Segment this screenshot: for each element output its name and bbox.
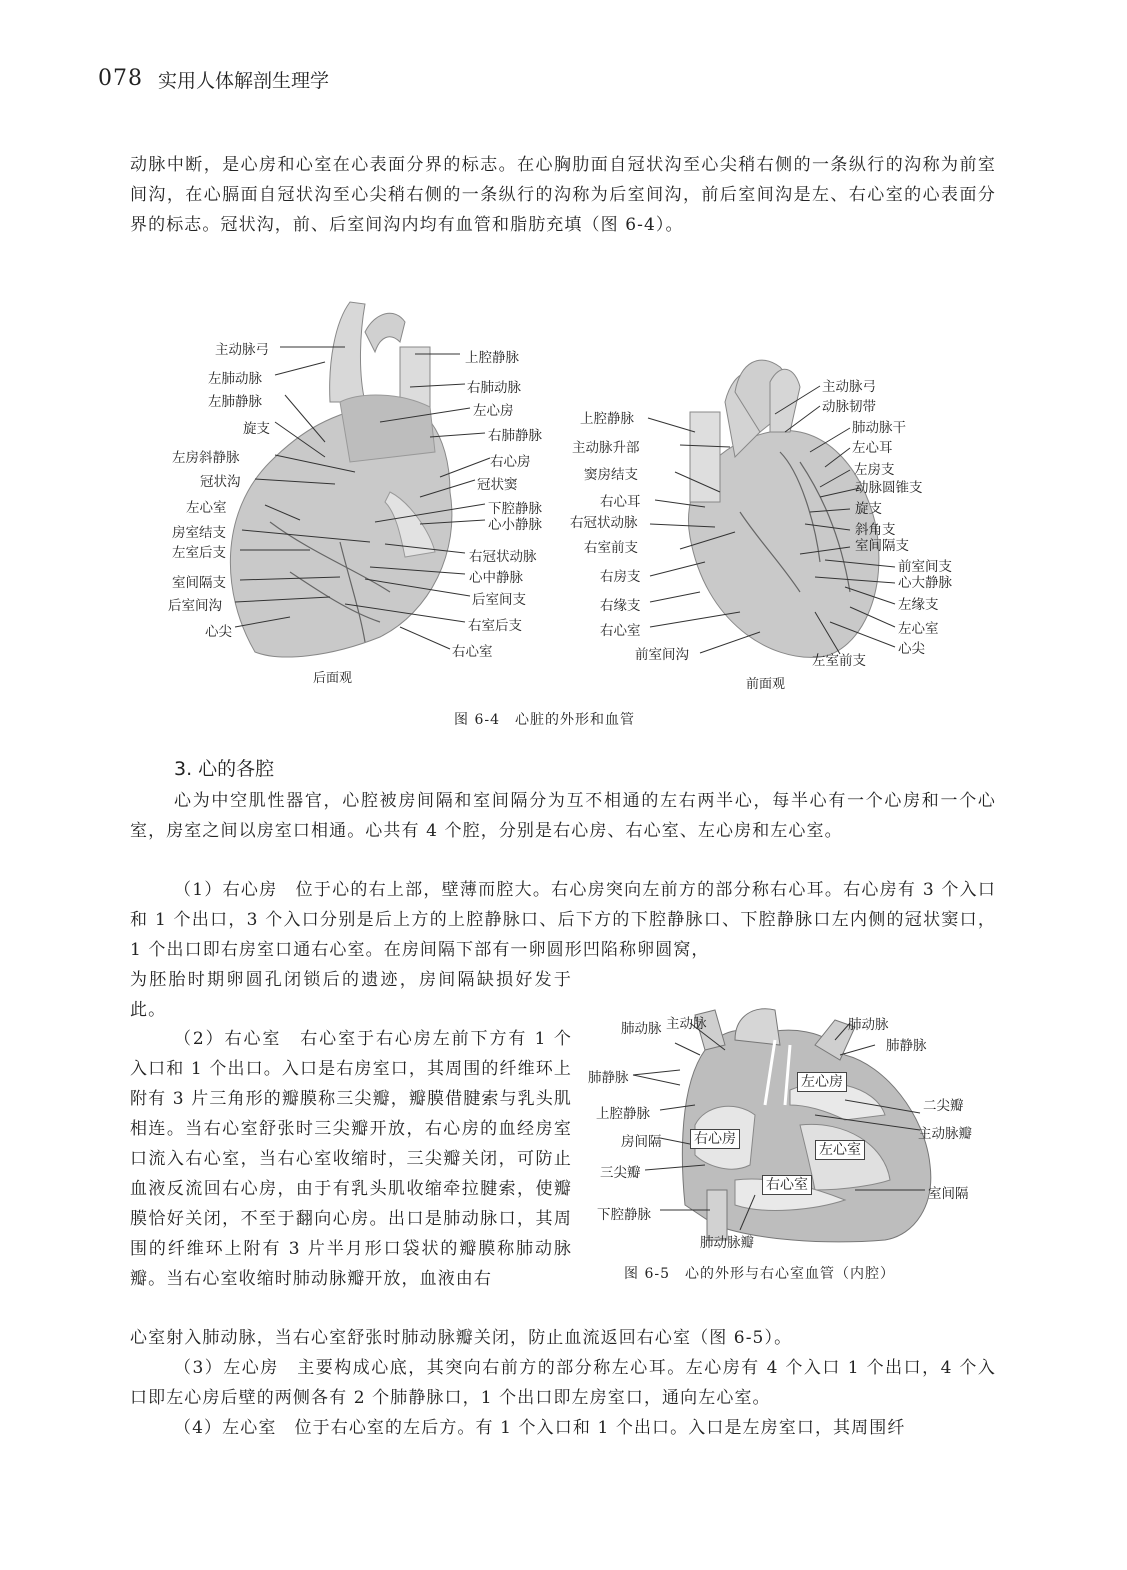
- label-a-anterior-interventricular-sulcus: 前室间沟: [635, 647, 689, 663]
- inner-label-left-atrium: 左心房: [797, 1072, 847, 1092]
- paragraph-intro: 动脉中断，是心房和心室在心表面分界的标志。在心胸肋面自冠状沟至心尖稍右侧的一条纵行的沟称为前室间沟，在心膈面自冠状沟至心尖稍右侧的一条纵行的沟称为后室间沟，前后室间沟是左、右心室的心表面分界的标志。冠状沟，前、后室间沟内均有血管和脂肪充填（图 6-4）。: [130, 155, 996, 235]
- inner-label-right-atrium: 右心房: [690, 1129, 740, 1149]
- label-right-posterior-branch: 右室后支: [468, 618, 522, 634]
- label-coronary-sulcus: 冠状沟: [200, 474, 241, 490]
- label-posterior-interventricular-sulcus: 后室间沟: [168, 598, 222, 614]
- label-pulmonary-valve: 肺动脉瓣: [700, 1235, 754, 1251]
- label-small-cardiac-vein: 心小静脉: [488, 517, 542, 533]
- label-a-right-atrial-branch: 右房支: [600, 569, 641, 585]
- label-a-right-auricle: 右心耳: [600, 494, 641, 510]
- figure-6-5-caption: 图 6-5 心的外形与右心室血管（内腔）: [624, 1266, 895, 1282]
- paragraph-left-ventricle: （4）左心室 位于右心室的左后方。有 1 个入口和 1 个出口。入口是左房室口，其周围纤: [174, 1418, 906, 1438]
- label-inferior-vena-cava: 下腔静脉: [488, 501, 542, 517]
- label-a-great-cardiac-vein: 心大静脉: [898, 575, 952, 591]
- label-pulmonary-vein-right: 肺静脉: [886, 1038, 927, 1054]
- label-mitral-valve: 二尖瓣: [923, 1098, 964, 1114]
- label-superior-vena-cava: 上腔静脉: [465, 350, 519, 366]
- label-a-diagonal-branch: 斜角支: [855, 522, 896, 538]
- inner-label-right-ventricle: 右心室: [762, 1175, 812, 1195]
- label-posterior-interventricular-branch: 后室间支: [472, 592, 526, 608]
- label-a-left-marginal-branch: 左缘支: [898, 597, 939, 613]
- label-a-left-auricle: 左心耳: [852, 440, 893, 456]
- label-left-posterior-branch: 左室后支: [172, 545, 226, 561]
- label-aortic-arch: 主动脉弓: [215, 342, 269, 358]
- label-a-conus-branch: 动脉圆锥支: [855, 480, 923, 496]
- paragraph-right-ventricle: （2）右心室 右心室于右心房左前下方有 1 个入口和 1 个出口。入口是右房室口，其周围的纤维环上附有 3 片三角形的瓣膜称三尖瓣，瓣膜借腱索与乳头肌相连。当右心室舒张时三尖瓣开放，右心房的血经房室口流入右心室，当右心室收缩时，三尖瓣关闭，可防止血液反流回右心房，由于有乳头肌收缩牵拉腱索，使瓣膜恰好关闭，不至于翻向心房。出口是肺动脉口，其周围的纤维环上附有 3 片半月形口袋状的瓣膜称肺动脉瓣。当右心室收缩时肺动脉瓣开放，血液由右: [130, 1029, 572, 1289]
- label-middle-cardiac-vein: 心中静脉: [469, 570, 523, 586]
- paragraph-chambers: 心为中空肌性器官，心腔被房间隔和室间隔分为互不相通的左右两半心，每半心有一个心房和一个心室，房室之间以房室口相通。心共有 4 个腔，分别是右心房、右心室、左心房和左心室。: [130, 791, 996, 841]
- inner-label-left-ventricle: 左心室: [815, 1140, 865, 1160]
- label-pulmonary-artery-left: 肺动脉: [621, 1021, 662, 1037]
- label-apex: 心尖: [205, 624, 232, 640]
- label-right-pulmonary-artery: 右肺动脉: [467, 380, 521, 396]
- paragraph-right-ventricle-cont: 心室射入肺动脉，当右心室舒张时肺动脉瓣关闭，防止血流返回右心室（图 6-5）。: [130, 1328, 793, 1348]
- label-a-left-atrial-branch: 左房支: [854, 462, 895, 478]
- subtitle-anterior-view: 前面观: [746, 677, 786, 692]
- label-right-atrium: 右心房: [490, 454, 531, 470]
- label-inferior-vena-cava-f5: 下腔静脉: [597, 1207, 651, 1223]
- section-heading: 3. 心的各腔: [174, 758, 275, 780]
- label-septal-branch: 室间隔支: [172, 575, 226, 591]
- label-a-septal-branch: 室间隔支: [855, 538, 909, 554]
- label-a-right-marginal-branch: 右缘支: [600, 598, 641, 614]
- label-a-left-anterior-branch: 左室前支: [812, 653, 866, 669]
- label-left-ventricle: 左心室: [186, 500, 227, 516]
- label-a-ligamentum-arteriosum: 动脉韧带: [822, 399, 876, 415]
- label-a-apex: 心尖: [898, 641, 925, 657]
- label-a-ascending-aorta: 主动脉升部: [572, 440, 640, 456]
- label-a-right-ventricle: 右心室: [600, 623, 641, 639]
- label-oblique-vein: 左房斜静脉: [172, 450, 240, 466]
- label-atrial-septum: 房间隔: [621, 1134, 662, 1150]
- book-title: 实用人体解剖生理学: [158, 70, 330, 92]
- figure-6-4-drawing: [160, 292, 960, 692]
- label-coronary-sinus: 冠状窦: [477, 477, 518, 493]
- label-a-pulmonary-trunk: 肺动脉干: [852, 420, 906, 436]
- label-tricuspid-valve: 三尖瓣: [600, 1165, 641, 1181]
- label-a-anterior-interventricular-branch: 前室间支: [898, 559, 952, 575]
- label-a-superior-vena-cava: 上腔静脉: [580, 411, 634, 427]
- label-right-pulmonary-vein: 右肺静脉: [488, 428, 542, 444]
- label-a-aortic-arch: 主动脉弓: [822, 379, 876, 395]
- label-pulmonary-artery-right: 肺动脉: [848, 1017, 889, 1033]
- label-right-ventricle: 右心室: [452, 644, 493, 660]
- label-a-right-anterior-branch: 右室前支: [584, 540, 638, 556]
- label-pulmonary-vein-left: 肺静脉: [588, 1070, 629, 1086]
- label-aorta: 主动脉: [666, 1016, 707, 1032]
- label-ventricular-septum: 室间隔: [928, 1186, 969, 1202]
- page-number: 078: [98, 66, 143, 91]
- label-circumflex: 旋支: [243, 421, 270, 437]
- label-aortic-valve: 主动脉瓣: [918, 1126, 972, 1142]
- label-a-left-ventricle: 左心室: [898, 621, 939, 637]
- label-left-pulmonary-vein: 左肺静脉: [208, 394, 262, 410]
- paragraph-left-atrium: （3）左心房 主要构成心底，其突向右前方的部分称左心耳。左心房有 4 个入口 1 个出口，4 个入口即左心房后壁的两侧各有 2 个肺静脉口，1 个出口即左房室口，通向左心室。: [130, 1358, 996, 1408]
- label-left-pulmonary-artery: 左肺动脉: [208, 371, 262, 387]
- label-a-circumflex: 旋支: [855, 501, 882, 517]
- subtitle-posterior-view: 后面观: [313, 671, 353, 686]
- label-left-atrium: 左心房: [473, 403, 514, 419]
- paragraph-right-atrium: （1）右心房 位于心的右上部，壁薄而腔大。右心房突向左前方的部分称右心耳。右心房有 3 个入口和 1 个出口，3 个入口分别是后上方的上腔静脉口、后下方的下腔静脉口、下腔静脉口左内侧的冠状窦口，1 个出口即右房室口通右心室。在房间隔下部有一卵圆形凹陷称卵圆窝，: [130, 880, 996, 960]
- paragraph-right-atrium-cont: 为胚胎时期卵圆孔闭锁后的遗迹，房间隔缺损好发于此。: [130, 970, 572, 1020]
- label-a-right-coronary-artery: 右冠状动脉: [570, 515, 638, 531]
- label-a-sa-node-branch: 窦房结支: [584, 467, 638, 483]
- label-superior-vena-cava-f5: 上腔静脉: [596, 1106, 650, 1122]
- figure-6-4-caption: 图 6-4 心脏的外形和血管: [454, 712, 635, 728]
- label-av-node-branch: 房室结支: [172, 525, 226, 541]
- label-right-coronary-artery: 右冠状动脉: [469, 549, 537, 565]
